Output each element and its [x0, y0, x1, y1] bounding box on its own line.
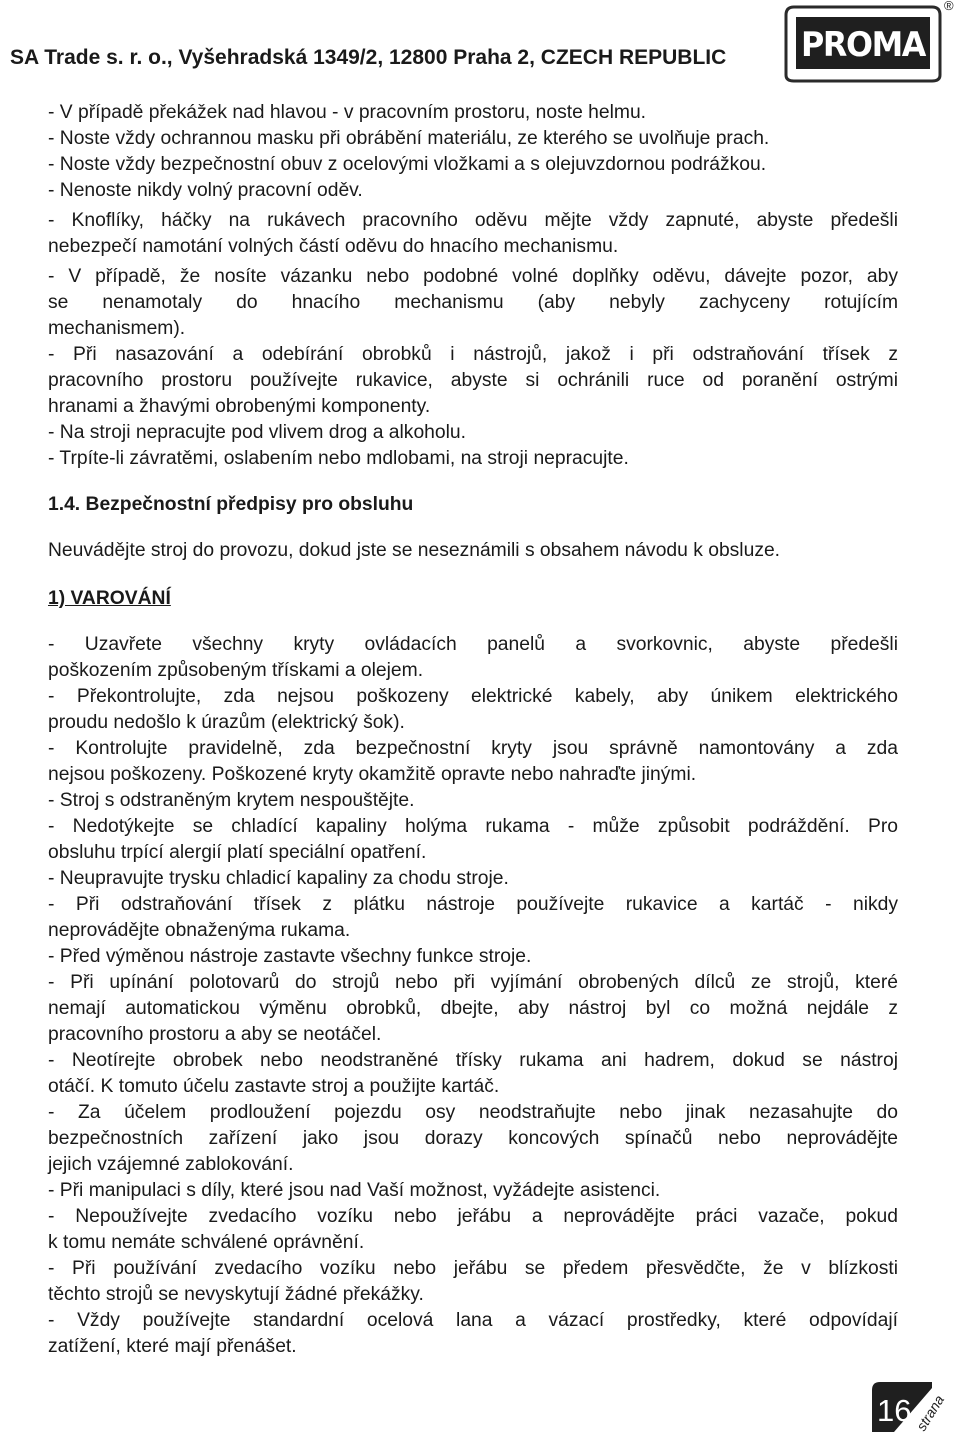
document-body [48, 100, 898, 1360]
warning-guards: - Kontrolujte pravidelně, zda bezpečnostní kryty jsou správně namontovány a zda nejsou poškozeny. Poškozené kryty okamžitě opravte nebo nahraďte jinými. [48, 738, 898, 785]
instruction-drugs: - Na stroji nepracujte pod vlivem drog a alkoholu. [48, 422, 466, 443]
warning-safety-devices: - Za účelem prodloužení pojezdu osy neodstraňujte nebo jinak nezasahujte do bezpečnostních zařízení jako jsou dorazy koncových spínačů nebo neprovádějte jejich vzájemné zablokování. [48, 1102, 898, 1175]
proma-logo [784, 5, 942, 83]
warning-nozzle: - Neupravujte trysku chladicí kapaliny za chodu stroje. [48, 868, 509, 889]
warning-ropes: - Vždy používejte standardní ocelová lana a vázací prostředky, které odpovídají zatížení, které mají přenášet. [48, 1310, 898, 1357]
warning-assistance: - Při manipulaci s díly, které jsou nad Vaší možnost, vyžádejte asistenci. [48, 1180, 661, 1201]
warning-coolant: - Nedotýkejte se chladící kapaliny holýma rukama - může způsobit podráždění. Pro obsluhu trpící alergií platí speciální opatření. [48, 816, 898, 863]
company-address: SA Trade s. r. o., Vyšehradská 1349/2, 12800 Praha 2, CZECH REPUBLIC [10, 46, 727, 69]
section-heading: 1.4. Bezpečnostní předpisy pro obsluhu [48, 494, 414, 515]
instruction-tie: - V případě, že nosíte vázanku nebo podobné volné doplňky oděvu, dávejte pozor, aby se nenamotaly do hnacího mechanismu (aby nebyly zachyceny rotujícím mechanismem). [48, 266, 898, 339]
warning-obstacles: - Při používání zvedacího vozíku nebo jeřábu se předem přesvědčte, že v blízkosti těchto strojů se nevyskytují žádné překážky. [48, 1258, 898, 1305]
warning-chips: - Při odstraňování třísek z plátku nástroje používejte rukavice a kartáč - nikdy neprovádějte obnaženýma rukama. [48, 894, 898, 941]
instruction-shoes: - Noste vždy bezpečnostní obuv z ocelovými vložkami a s olejuvzdornou podrážkou. [48, 154, 767, 175]
instruction-mask: - Noste vždy ochrannou masku při obrábění materiálu, ze kterého se uvolňuje prach. [48, 128, 770, 149]
page-label: strana [912, 1392, 948, 1434]
instruction-dizziness: - Trpíte-li závratěmi, oslabením nebo mdlobami, na stroji nepracujte. [48, 448, 629, 469]
warning-crane: - Nepoužívejte zvedacího vozíku nebo jeřábu a neprovádějte práci vazače, pokud k tomu nemáte schválené oprávnění. [48, 1206, 898, 1253]
warning-tool-change: - Před výměnou nástroje zastavte všechny funkce stroje. [48, 946, 532, 967]
svg-text:PROMA: PROMA [801, 25, 928, 65]
instruction-buttons: - Knoflíky, háčky na rukávech pracovního oděvu mějte vždy zapnuté, abyste předešli nebezpečí namotání volných částí oděvu do hnacího mechanismu. [48, 210, 898, 257]
page-header [0, 0, 960, 90]
warning-no-cover: - Stroj s odstraněným krytem nespouštějte. [48, 790, 415, 811]
page-number: 16 [877, 1393, 912, 1428]
page-number-badge [872, 1382, 948, 1434]
warning-clamping: - Při upínání polotovarů do strojů nebo při vyjímání obrobených dílců ze strojů, které nemají automatickou výměnu obrobků, dbejte, aby nástroj byl co možná nejdále z pracovního prostoru a aby se neotáčel. [48, 972, 898, 1045]
section-intro: Neuvádějte stroj do provozu, dokud jste se neseznámili s obsahem návodu k obsluze. [48, 540, 781, 561]
instruction-gloves: - Při nasazování a odebírání obrobků i nástrojů, jakož i při odstraňování třísek z pracovního prostoru používejte rukavice, abyste si ochránili ruce od poranění ostrými hranami a žhavými obrobenými komponenty. [48, 344, 898, 417]
warning-covers: - Uzavřete všechny kryty ovládacích panelů a svorkovnic, abyste předešli poškozením způsobeným třískami a olejem. [48, 634, 898, 681]
warning-wiping: - Neotírejte obrobek nebo neodstraněné třísky rukama ani hadrem, dokud se nástroj otáčí. K tomuto účelu zastavte stroj a použijte kartáč. [48, 1050, 898, 1097]
instruction-clothing: - Nenoste nikdy volný pracovní oděv. [48, 180, 363, 201]
instruction-helmet: - V případě překážek nad hlavou - v pracovním prostoru, noste helmu. [48, 102, 647, 123]
registered-mark: ® [944, 0, 954, 13]
warning-cables: - Překontrolujte, zda nejsou poškozeny elektrické kabely, aby únikem elektrického proudu nedošlo k úrazům (elektrický šok). [48, 686, 898, 733]
warning-heading: 1) VAROVÁNÍ [48, 588, 171, 609]
